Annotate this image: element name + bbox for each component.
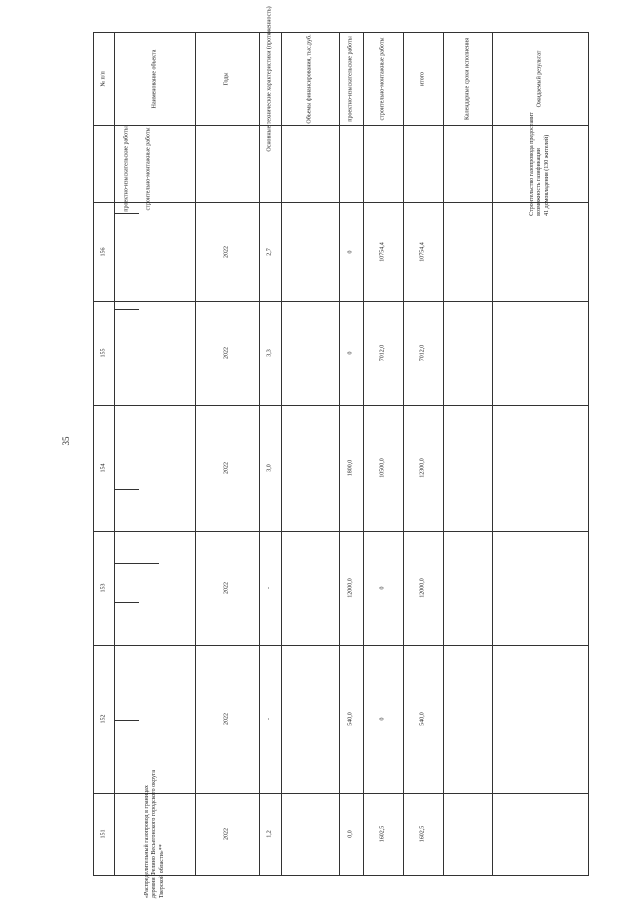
header-construction-works-cost: строительно-монтажные работы — [379, 37, 386, 121]
row-154-year: 2022 — [223, 462, 230, 474]
row-155-total: 7012,0 — [419, 344, 426, 362]
row-151-result: Строительство газопровода предоставит возможность газификации 41 домовладения (130 жителей) — [529, 111, 550, 216]
row-155-construction-cost: 7012,0 — [379, 344, 386, 362]
row-152-design-cost: 540,0 — [347, 712, 354, 726]
row-155-design-cost: 0 — [347, 351, 354, 355]
objects-table — [93, 6, 589, 899]
row-156-chars: 2,7 — [266, 247, 273, 256]
row-151-construction-cost: 1602,5 — [379, 825, 386, 843]
row-152-total: 540,0 — [419, 712, 426, 726]
header-year: Годы — [223, 72, 230, 86]
row-155-chars: 3,3 — [266, 349, 273, 357]
header-design-works-cost: проектно-изыскательские работы — [347, 36, 354, 122]
row-156-design-cost: 0 — [347, 250, 354, 253]
row-155-year: 2022 — [223, 347, 230, 359]
row-151-design-cost: 0,0 — [347, 830, 354, 838]
row-154-construction-cost: 10500,0 — [379, 458, 386, 478]
header-total: итого — [419, 71, 426, 87]
header-deadlines-group: Календарные сроки исполнения — [463, 38, 470, 120]
row-156-construction-cost: 10754,4 — [379, 241, 386, 262]
row-153-year: 2022 — [223, 582, 230, 594]
row-156-total: 10754,4 — [419, 241, 426, 262]
row-154-total: 12300,0 — [419, 458, 426, 478]
page-number: 35 — [61, 436, 71, 446]
row-152-chars: - — [266, 718, 273, 720]
header-characteristics: Основные технические характеристики (протяженность) — [266, 6, 273, 152]
header-num: № п/п — [100, 71, 107, 87]
row-154-design-cost: 1800,0 — [347, 459, 354, 477]
row-154-num: 154 — [100, 463, 107, 473]
row-152-year: 2022 — [223, 713, 230, 725]
row-156-num: 156 — [100, 247, 107, 256]
row-154-chars: 3,0 — [266, 464, 273, 472]
row-153-construction-cost: 0 — [379, 586, 386, 590]
row-151-chars: 1,2 — [266, 830, 273, 838]
row-155-num: 155 — [100, 348, 107, 358]
header-finance-group: Объемы финансирования, тыс.руб. — [306, 34, 313, 124]
header-construction-deadlines: строительно-монтажные работы — [145, 127, 152, 211]
row-152-construction-cost: 0 — [379, 717, 386, 721]
row-151-num: 151 — [100, 829, 107, 839]
row-153-num: 153 — [100, 583, 107, 593]
header-design-deadlines: проектно-изыскательские работы — [122, 126, 129, 212]
row-156-year: 2022 — [223, 245, 230, 258]
row-153-total: 12000,0 — [419, 578, 426, 598]
row-151-total: 1602,5 — [419, 825, 426, 843]
row-151-year: 2022 — [223, 828, 230, 840]
row-151-name: «Распределительный газопровод в границах деревни Фелино Весьегонского городского округа Тверской области»** — [143, 769, 165, 899]
row-153-design-cost: 12000,0 — [347, 578, 354, 598]
header-name: Наименование объекта — [150, 49, 157, 109]
row-152-num: 152 — [100, 714, 107, 724]
header-result: Ожидаемый результат — [536, 50, 543, 108]
row-153-chars: - — [266, 587, 273, 589]
